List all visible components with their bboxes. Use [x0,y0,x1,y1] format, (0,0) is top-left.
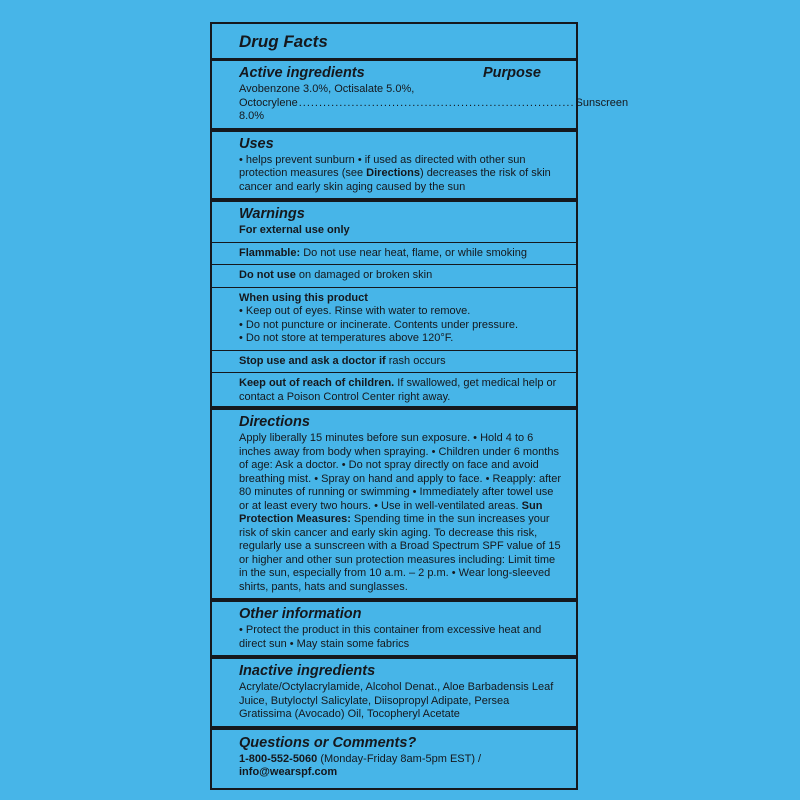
active-ingredients-heading: Active ingredients [239,65,365,81]
keep-out-row [212,375,576,406]
questions-heading: Questions or Comments? [239,734,417,751]
flammable-bold: Flammable: [239,246,301,259]
drug-facts-panel [210,22,629,790]
title-section [212,24,576,58]
active-ingredients-line2 [239,96,629,124]
warnings-heading: Warnings [239,206,305,222]
contact-hours: (Monday-Friday 8am-5pm EST) / [317,752,482,765]
drug-facts-title: Drug Facts [239,32,328,51]
other-information-heading: Other information [239,606,362,622]
flammable-text: Do not use near heat, flame, or while smoking [300,246,527,259]
directions-heading: Directions [239,414,310,430]
hairline-5 [212,372,576,373]
when-using-bullet-1: • Keep out of eyes. Rinse with water to remove. [239,305,471,317]
hairline-2 [212,264,576,265]
when-using-bullet-3: • Do not store at temperatures above 120°F. [239,332,454,344]
dot-leader: .................................................................... [298,96,575,109]
uses-text-bold: Directions [366,167,420,179]
stop-use-row [212,353,576,371]
keep-out-text: If swallowed, get medical help or contact a Poison Control Center right away. [239,377,557,403]
when-using-block [212,290,576,348]
do-not-use-text: on damaged or broken skin [295,269,433,281]
directions-run1: Apply liberally 15 minutes before sun exposure. • Hold 4 to 6 inches away from body when spraying. • Children under 6 months of age: Ask a doctor. • Do not spray directly on face and avoid breathing mist. • Spray on hand and apply to face. • Reapply: after 80 minutes of running or swimming • Immediately after towel use or at least every two hours. • Use in well-ventilated areas. [239,432,562,512]
stop-use-bold: Stop use and ask a doctor if [239,354,386,367]
active-ingredients-line1: Avobenzone 3.0%, Octisalate 5.0%, [239,83,415,95]
directions-text [239,432,563,594]
purpose-value: Sunscreen [575,96,629,109]
external-use-line: For external use only [239,224,350,236]
inactive-ingredients-heading: Inactive ingredients [239,663,376,679]
purpose-heading: Purpose [482,65,541,81]
directions-bold: Sun Protection Measures: [239,499,543,525]
other-information-section [212,602,576,655]
inactive-ingredients-text: Acrylate/Octylacrylamide, Alcohol Denat., Aloe Barbadensis Leaf Juice, Butyloctyl Salicylate, Diisopropyl Adipate, Persea Gratissima (Avocado) Oil, Tocopheryl Acetate [239,681,554,720]
questions-section [212,730,576,784]
phone-number: 1-800-552-5060 [239,752,318,765]
warnings-heading-block [212,202,576,240]
when-using-heading: When using this product [239,291,368,304]
when-using-bullet-2: • Do not puncture or incinerate. Contents under pressure. [239,318,519,331]
active-ingredients-section [212,61,629,128]
contact-email: info@wearspf.com [239,766,338,778]
stop-use-text: rash occurs [385,354,446,367]
uses-text [239,154,563,195]
directions-section [212,410,576,598]
directions-run2: Spending time in the sun increases your risk of skin cancer and early skin aging. To decrease this risk, regularly use a sunscreen with a Broad Spectrum SPF value of 15 or higher and other sun protection measures including: Limit time in the sun, especially from 10 a.m. – 2 p.m. • Wear long-sleeved shirts, pants, hats and sunglasses. [239,513,561,593]
inactive-ingredients-section [212,659,576,726]
do-not-use-row [212,267,576,285]
hairline-1 [212,242,576,243]
uses-text-run1: • helps prevent sunburn • if used as directed with other sun protection measures (see [239,153,526,179]
keep-out-bold: Keep out of reach of children. [239,377,395,389]
uses-heading: Uses [239,135,274,152]
do-not-use-bold: Do not use [239,269,296,281]
other-information-text: • Protect the product in this container from excessive heat and direct sun • May stain some fabrics [239,624,542,650]
contact-line [239,753,563,780]
flammable-row [212,245,576,263]
hairline-3 [212,287,576,288]
uses-section [212,132,576,199]
active-ingredient-name: Octocrylene 8.0% [239,96,298,122]
uses-text-run2: ) decreases the risk of skin cancer and early skin aging caused by the sun [239,167,551,193]
hairline-4 [212,350,576,351]
